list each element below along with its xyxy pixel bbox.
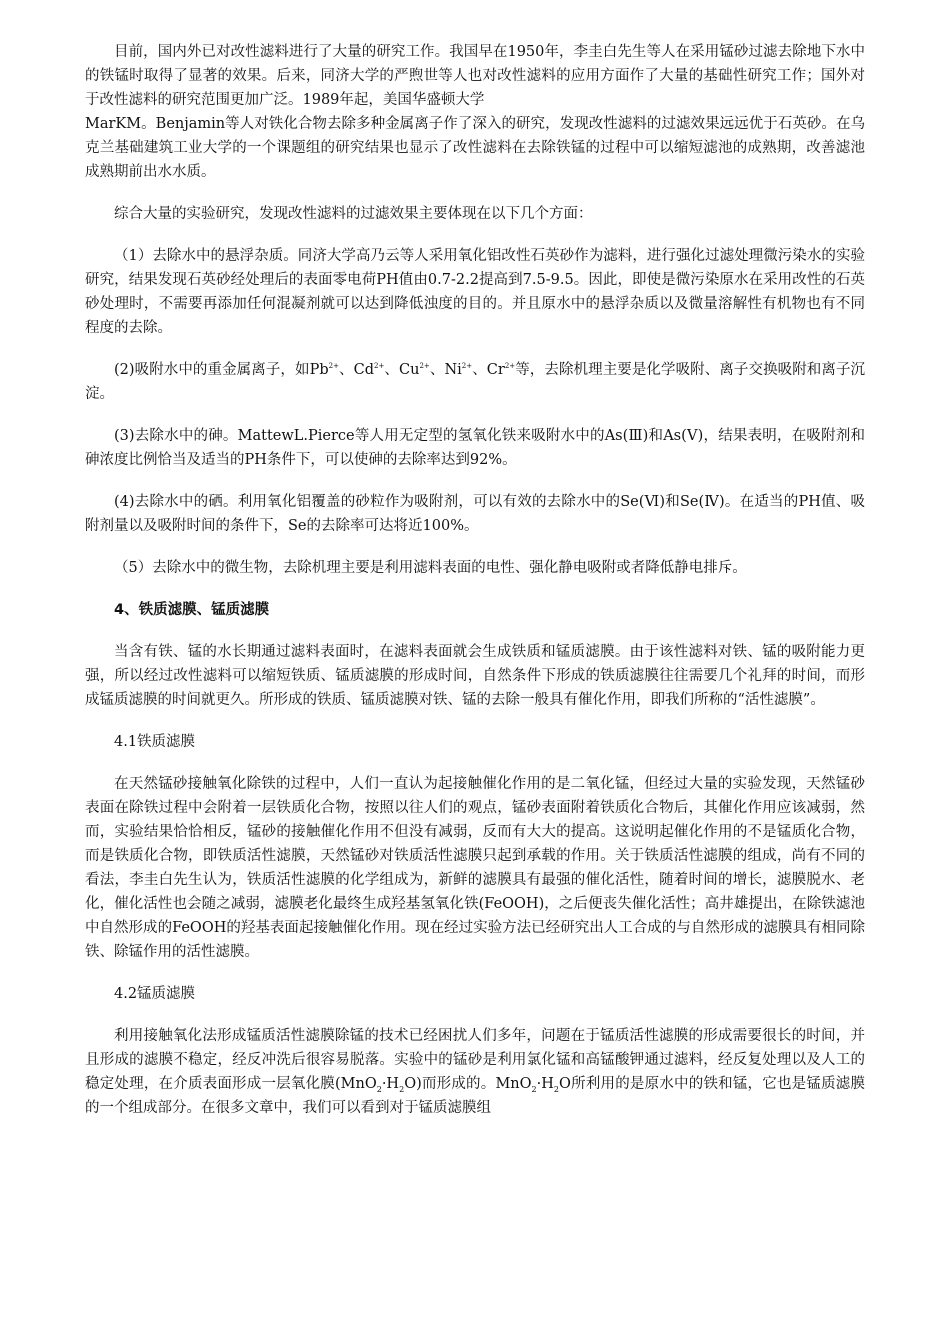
- intro-paragraph-2: MarKM。Benjamin等人对铁化合物去除多种金属离子作了深入的研究，发现改性滤料的过滤效果远远优于石英砂。在乌克兰基础建筑工业大学的一个课题组的研究结果也显示了改性滤料在去除铁锰的过程中可以缩短滤池的成熟期，改善滤池成熟期前出水水质。: [85, 116, 865, 180]
- item-4: (4)去除水中的硒。利用氧化铝覆盖的砂粒作为吸附剂，可以有效的去除水中的Se(Ⅵ)和Se(Ⅳ)。在适当的PH值、吸附剂量以及吸附时间的条件下，Se的去除率可达将近100%。: [85, 494, 865, 534]
- subscript-2: 2: [553, 1084, 559, 1094]
- section-4-2-part-3: O所利用的是原水中的铁和锰，它也是锰质滤膜的一个组成部分。在很多文章中，我们可以看到对于锰质滤膜组: [85, 1076, 865, 1116]
- section-4-body: 当含有铁、锰的水长期通过滤料表面时，在滤料表面就会生成铁质和锰质滤膜。由于该性滤料对铁、锰的吸附能力更强，所以经过改性滤料可以缩短铁质、锰质滤膜的形成时间，自然条件下形成的铁质滤膜往往需要几个礼拜的时间，而形成锰质滤膜的时间就更久。所形成的铁质、锰质滤膜对铁、锰的去除一般具有催化作用，即我们所称的“活性滤膜”。: [85, 644, 865, 708]
- ion-cd: Cd: [353, 362, 375, 378]
- section-4-2-body: [85, 1024, 865, 1120]
- intro-paragraph-1: 目前，国内外已对改性滤料进行了大量的研究工作。我国早在1950年，李圭白先生等人在采用锰砂过滤去除地下水中的铁锰时取得了显著的效果。后来，同济大学的严煦世等人也对改性滤料的应用方面作了大量的基础性研究工作；国外对于改性滤料的研究范围更加广泛。1989年起，美国华盛顿大学: [85, 44, 865, 108]
- ion-charge: 2+: [504, 362, 516, 371]
- subscript-2: 2: [531, 1084, 537, 1094]
- ion-charge: 2+: [328, 362, 339, 371]
- summary-paragraph: 综合大量的实验研究，发现改性滤料的过滤效果主要体现在以下几个方面：: [114, 206, 593, 222]
- ion-charge: 2+: [461, 362, 473, 371]
- section-4-1-heading: 4.1铁质滤膜: [114, 734, 196, 750]
- section-4-2-part-1: 利用接触氧化法形成锰质活性滤膜除锰的技术已经困扰人们多年，问题在于锰质活性滤膜的形成需要很长的时间，并且形成的滤膜不稳定，经反冲洗后很容易脱落。实验中的锰砂是利用氯化锰和高锰酸钾通过滤料，经反复处理以及人工的稳定处理，在介质表面形成一层氧化膜(MnO: [85, 1028, 865, 1092]
- separator: 、: [338, 362, 354, 378]
- section-4-1-body: 在天然锰砂接触氧化除铁的过程中，人们一直认为起接触催化作用的是二氧化锰，但经过大量的实验发现，天然锰砂表面在除铁过程中会附着一层铁质化合物，按照以往人们的观点，锰砂表面附着铁质化合物后，其催化作用应该减弱，然而，实验结果恰恰相反，锰砂的接触催化作用不但没有减弱，反而有大大的提高。这说明起催化作用的不是锰质化合物，而是铁质化合物，即铁质活性滤膜，天然锰砂对铁质活性滤膜只起到承载的作用。关于铁质活性滤膜的组成，尚有不同的看法，李圭白先生认为，铁质活性滤膜的化学组成为，新鲜的滤膜具有最强的催化活性，随着时间的增长，滤膜脱水、老化，催化活性也会随之减弱，滤膜老化最终生成羟基氢氧化铁(FeOOH)，之后便丧失催化活性；高井雄提出，在除铁滤池中自然形成的FeOOH的羟基表面起接触催化作用。现在经过实验方法已经研究出人工合成的与自然形成的滤膜具有相同除铁、除锰作用的活性滤膜。: [85, 776, 865, 960]
- subscript-2: 2: [376, 1084, 382, 1094]
- item-3: (3)去除水中的砷。MattewL.Pierce等人用无定型的氢氧化铁来吸附水中的As(Ⅲ)和As(Ⅴ)，结果表明，在吸附剂和砷浓度比例恰当及适当的PH条件下，可以使砷的去除率达到92%。: [85, 428, 865, 468]
- ion-cu: Cu: [399, 362, 420, 378]
- ion-cr: Cr: [486, 362, 505, 378]
- section-4-heading: 4、铁质滤膜、锰质滤膜: [114, 602, 270, 618]
- item-2: [85, 358, 865, 406]
- section-4-2-part-2: O)而形成的。MnO: [404, 1076, 532, 1092]
- ion-pb: Pb: [309, 362, 329, 378]
- ion-charge: 2+: [374, 362, 385, 371]
- item-5: （5）去除水中的微生物，去除机理主要是利用滤料表面的电性、强化静电吸附或者降低静电排斥。: [114, 560, 747, 576]
- document-page: [85, 40, 865, 1138]
- section-4-2-heading: 4.2锰质滤膜: [114, 986, 196, 1002]
- ion-ni: Ni: [444, 362, 462, 378]
- dot-h: ·H: [381, 1076, 400, 1092]
- item-2-suffix: 等，去除机理主要是化学吸附、离子交换吸附和离子沉淀。: [85, 362, 866, 402]
- subscript-2: 2: [399, 1084, 405, 1094]
- separator: 、: [429, 362, 445, 378]
- item-1: （1）去除水中的悬浮杂质。同济大学高乃云等人采用氧化铝改性石英砂作为滤料，进行强化过滤处理微污染水的实验研究，结果发现石英砂经处理后的表面零电荷PH值由0.7-2.2提高到7.5-9.5。因此，即使是微污染原水在采用改性的石英砂处理时，不需要再添加任何混凝剂就可以达到降低浊度的目的。并且原水中的悬浮杂质以及微量溶解性有机物也有不同程度的去除。: [85, 248, 865, 336]
- ion-charge: 2+: [419, 362, 430, 371]
- separator: 、: [472, 362, 487, 378]
- dot-h: ·H: [536, 1076, 554, 1092]
- separator: 、: [384, 362, 400, 378]
- item-2-prefix: (2)吸附水中的重金属离子，如: [114, 362, 310, 378]
